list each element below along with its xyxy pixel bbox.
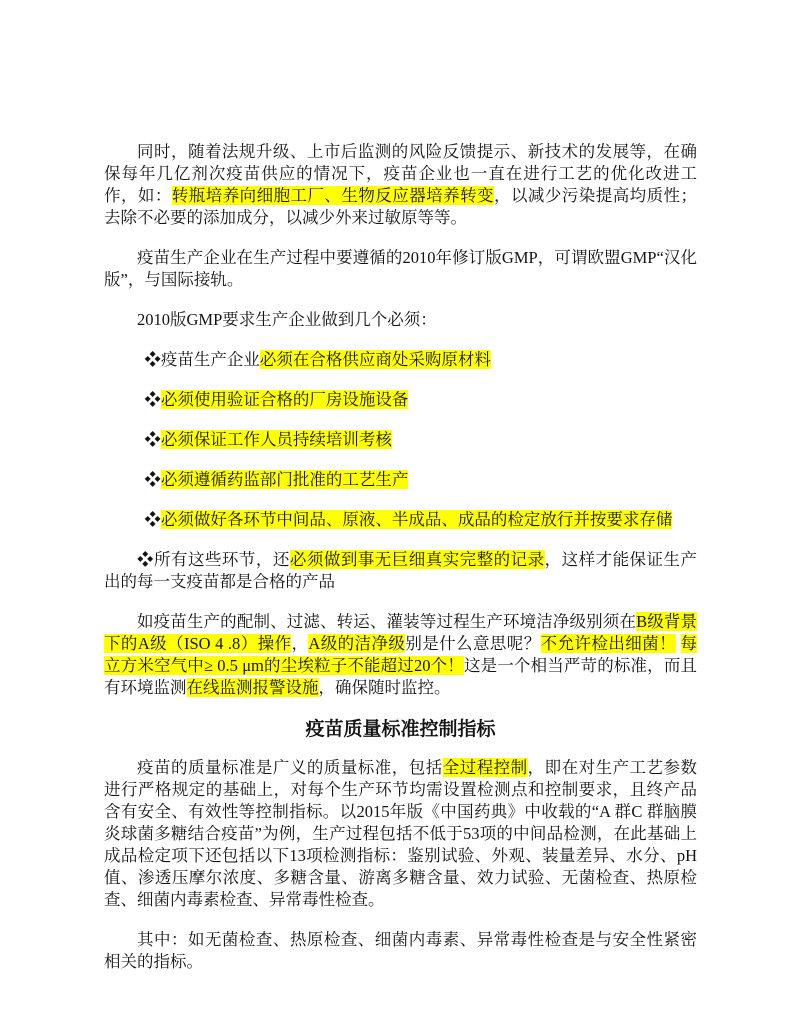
paragraph: [104, 141, 697, 229]
text-run: 疫苗的质量标准是广义的质量标准，包括: [137, 758, 443, 777]
text-run: ，以减少污染提高均质性；去除不必要的添加成分，以减少外来过敏原等等。: [104, 186, 698, 227]
text-run: 所有这些环节，还: [153, 550, 290, 569]
paragraph: [104, 309, 697, 331]
highlighted-text: B级背景下的A级（ISO 4 .8）操作: [104, 612, 697, 653]
paragraph: [104, 757, 697, 911]
highlighted-text: 必须使用验证合格的厂房设施设备: [160, 390, 409, 409]
bullet-item: [104, 429, 697, 451]
paragraph: [104, 247, 697, 291]
bullet-item: [104, 469, 697, 491]
bullet-diamond-icon: ❖: [144, 350, 161, 369]
section-heading: 疫苗质量标准控制指标: [305, 719, 496, 740]
paragraph: [104, 549, 697, 593]
bullet-item: [104, 389, 697, 411]
highlighted-text: 在线监测报警设施: [186, 678, 319, 697]
text-run: 疫苗生产企业: [160, 350, 260, 369]
highlighted-text: 必须遵循药监部门批准的工艺生产: [160, 470, 409, 489]
highlighted-text: 不允许检出细菌！: [540, 634, 676, 653]
bullet-diamond-icon: ❖: [144, 430, 161, 449]
text-run: 其中：如无菌检查、热原检查、细菌内毒素、异常毒性检查是与安全性紧密相关的指标。: [104, 930, 697, 971]
text-run: ，即在对生产工艺参数进行严格规定的基础上，对每个生产环节均需设置检测点和控制要求，且终产品含有安全、有效性等控制指标。以2015年版《中国药典》中收载的“A 群C 群脑膜炎球菌多糖结合疫苗”为例，生产过程包括不低于53项的中间品检测，在此基础上成品检定项下还包括以下13项检测指标：鉴别试验、外观、装量差异、水分、pH值、渗透压摩尔浓度、多糖含量、游离多糖含量、效力试验、无菌检查、热原检查、细菌内毒素检查、异常毒性检查。: [104, 758, 697, 909]
highlighted-text: 全过程控制: [442, 758, 528, 777]
bullet-diamond-icon: ❖: [144, 510, 161, 529]
text-run: [676, 634, 681, 653]
bullet-item: [104, 349, 697, 371]
highlighted-text: A级的洁净级: [308, 634, 406, 653]
text-run: 同时，随着法规升级、上市后监测的风险反馈提示、新技术的发展等，在确保每年几亿剂次疫苗供应的情况下，疫苗企业也一直在进行工艺的优化改进工作，如：: [104, 142, 697, 205]
text-run: ，这样才能保证生产出的每一支疫苗都是合格的产品: [104, 550, 697, 591]
bullet-item: [104, 509, 697, 531]
text-run: 2010版GMP要求生产企业做到几个必须：: [137, 310, 437, 329]
text-run: ，: [291, 634, 309, 653]
paragraph: [104, 929, 697, 973]
text-run: 疫苗生产企业在生产过程中要遵循的2010年修订版GMP，可谓欧盟GMP“汉化版”，与国际接轨。: [104, 248, 697, 289]
bullet-diamond-icon: ❖: [137, 550, 154, 569]
text-run: 如疫苗生产的配制、过滤、转运、灌装等过程生产环境洁净级别须在: [137, 612, 637, 631]
text-run: ，确保随时监控。: [318, 678, 451, 697]
highlighted-text: 必须保证工作人员持续培训考核: [160, 430, 392, 449]
bullet-diamond-icon: ❖: [144, 390, 161, 409]
paragraph: [104, 611, 697, 699]
highlighted-text: 必须在合格供应商处采购原材料: [259, 350, 491, 369]
highlighted-text: 必须做好各环节中间品、原液、半成品、成品的检定放行并按要求存储: [160, 510, 673, 529]
highlighted-text: 每立方米空气中≥ 0.5 μm的尘埃粒子不能超过20个！: [104, 634, 698, 675]
highlighted-text: 必须做到事无巨细真实完整的记录: [289, 550, 545, 569]
text-run: 别是什么意思呢？: [405, 634, 541, 653]
highlighted-text: 转瓶培养向细胞工厂、生物反应器培养转变: [171, 186, 494, 205]
bullet-diamond-icon: ❖: [144, 470, 161, 489]
text-run: 这是一个相当严苛的标准，而且有环境监测: [104, 656, 697, 697]
